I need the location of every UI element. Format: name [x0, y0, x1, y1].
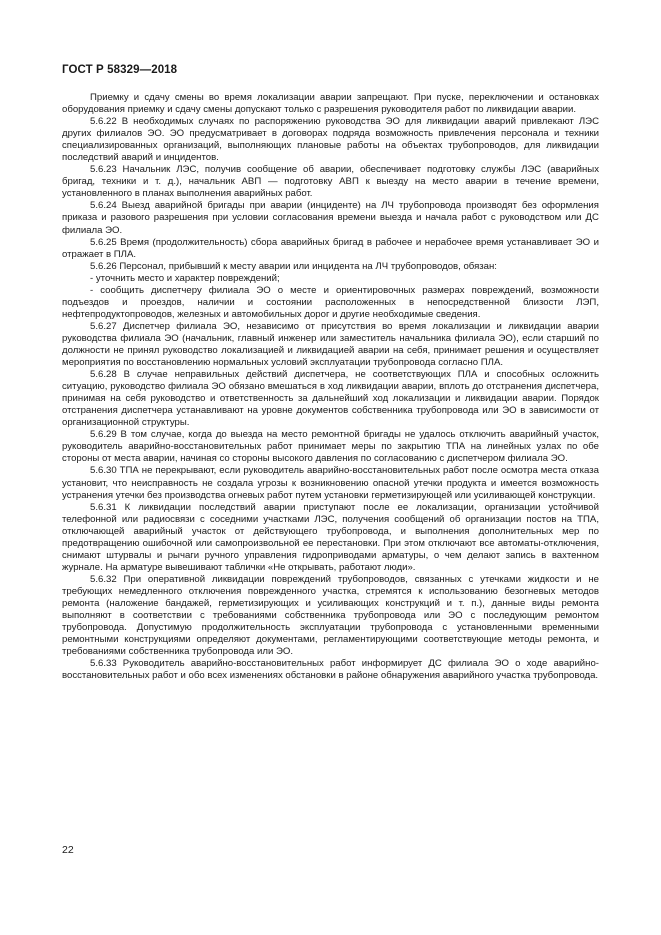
list-item-1: - уточнить место и характер повреждений; [90, 272, 280, 284]
paragraph-5-6-26: 5.6.26 Персонал, прибывший к месту аварии или инцидента на ЛЧ трубопроводов, обязан: [90, 260, 497, 272]
paragraph-5-6-30: 5.6.30 ТПА не перекрывают, если руководитель аварийно-восстановительных работ после осмотра места отказа установит, что неисправность не создала угрозы к возникновению опасной утечки продукта и имеется возможность устранения утечки без производства огневых работ путем установки герметизирующей или усиливающей конструкции. [62, 465, 599, 501]
paragraph-5-6-25: 5.6.25 Время (продолжительность) сбора аварийных бригад в рабочее и нерабочее время устанавливает ЭО и отражает в ПЛА. [62, 236, 599, 260]
paragraph-intro: Приемку и сдачу смены во время локализации аварии запрещают. При пуске, переключении и остановках оборудования приемку и сдачу смены допускают только с разрешения руководителя работ по ликвидации аварии. [62, 92, 599, 116]
paragraph-5-6-24: 5.6.24 Выезд аварийной бригады при аварии (инциденте) на ЛЧ трубопровода производят без оформления приказа и разового разрешения при условии согласования времени выезда и начала работ с руководством или ДС филиала ЭО. [62, 200, 599, 236]
paragraph-5-6-29: 5.6.29 В том случае, когда до выезда на место ремонтной бригады не удалось отключить аварийный участок, руководитель аварийно-восстановительных работ принимает меры по закрытию ТПА на линейных узлах по обе стороны от места аварии, начиная со стороны высокого давления по согласованию с диспетчером филиала ЭО. [62, 429, 599, 465]
list-item-2: - сообщить диспетчеру филиала ЭО о месте и ориентировочных размерах повреждений, возможности подъездов и проездов, наличии и состоянии расположенных в непосредственной близости ЛЭП, нефтепродуктопроводов, железных и автомобильных дорог и другие необходимые сведения. [62, 284, 599, 320]
page-number: 22 [62, 844, 74, 856]
paragraph-5-6-27: 5.6.27 Диспетчер филиала ЭО, независимо от присутствия во время локализации и ликвидации аварии руководства филиала ЭО (начальник, главный инженер или заместитель начальника филиала ЭО), если старший по должности не принял руководство локализацией и ликвидацией аварии на себя, принимает решения и осуществляет мероприятия по восстановлению нормальных условий эксплуатации трубопровода согласно ПЛА. [62, 320, 599, 369]
paragraph-5-6-23: 5.6.23 Начальник ЛЭС, получив сообщение об аварии, обеспечивает подготовку службы ЛЭС (аварийных бригад, техники и т. д.), начальник АВП — подготовку АВП к выезду на место аварии в течение времени, установленного в планах выполнения аварийных работ. [62, 164, 599, 200]
paragraph-5-6-22: 5.6.22 В необходимых случаях по распоряжению руководства ЭО для ликвидации аварий привлекают ЛЭС других филиалов ЭО. ЭО предусматривает в договорах подряда возможность привлечения персонала и техники специализированных организаций, выполняющих плановые работы на объектах трубопроводов, для ликвидации последствий аварий и инцидентов. [62, 116, 599, 164]
paragraph-5-6-31: 5.6.31 К ликвидации последствий аварии приступают после ее локализации, организации устойчивой телефонной или радиосвязи с соседними участками ЛЭС, получения сообщений об организации постов на ТПА, отключающей аварийный участок от действующего трубопровода, и выполнения дополнительных мер по предотвращению ошибочной или самопроизвольной ее перестановки. При этом отключают все автоматы-отключения, снимают штурвалы и рычаги ручного управления гидроприводами арматуры, о чем делают запись в вахтенном журнале. На арматуре вывешивают таблички «Не открывать, работают люди». [62, 501, 599, 573]
paragraph-5-6-28: 5.6.28 В случае неправильных действий диспетчера, не соответствующих ПЛА и способных осложнить ситуацию, руководство филиала ЭО обязано вмешаться в ход ликвидации аварии, вплоть до отстранения диспетчера, принимая на себя руководство и ответственность за дальнейший ход локализации и ликвидации аварии. Порядок отстранения диспетчера устанавливают на уровне документов собственника трубопровода или ЭО в зависимости от организационной структуры. [62, 369, 599, 429]
paragraph-5-6-32: 5.6.32 При оперативной ликвидации повреждений трубопроводов, связанных с утечками жидкости и не требующих немедленного отключения поврежденного участка, стремятся к использованию безогневых методов ремонта (наложение бандажей, герметизирующих и усиливающих конструкций и т. п.), данные виды ремонта выполняют в соответствии с требованиями собственника трубопровода или ЭО с последующим ремонтом трубопровода. Допустимую продолжительность эксплуатации трубопровода с установленными временными ремонтными конструкциями определяют документами, регламентирующими соответствующие методы ремонта, и требованиями собственника трубопровода или ЭО. [62, 573, 599, 658]
paragraph-5-6-33: 5.6.33 Руководитель аварийно-восстановительных работ информирует ДС филиала ЭО о ходе аварийно-восстановительных работ и обо всех изменениях обстановки в районе обнаружения аварийного участка трубопровода. [62, 658, 599, 682]
document-code-header: ГОСТ Р 58329—2018 [62, 64, 178, 76]
document-body [62, 92, 599, 682]
